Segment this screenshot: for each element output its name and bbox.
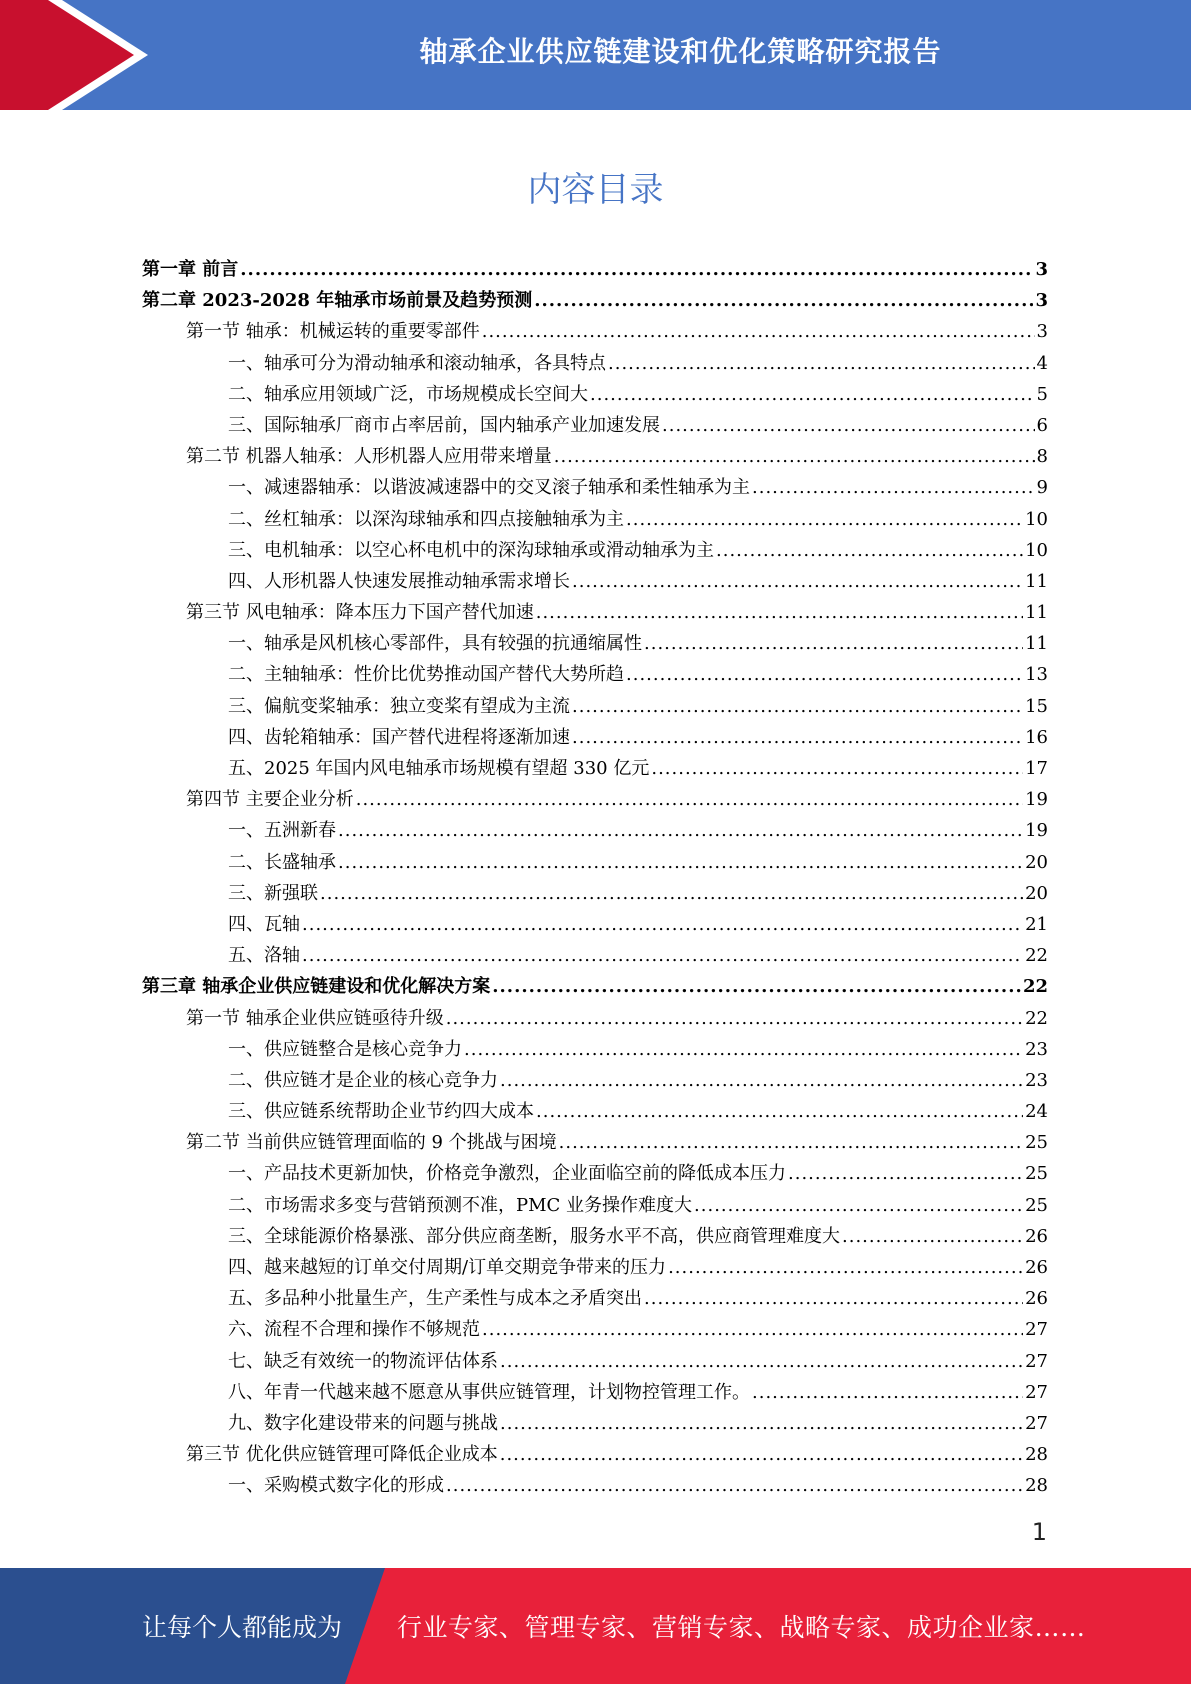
- toc-entry-page: 25: [1025, 1194, 1048, 1216]
- toc-entry[interactable]: [142, 1408, 1048, 1439]
- toc-entry-title: 第一节 轴承企业供应链亟待升级: [186, 1007, 444, 1029]
- toc-dot-leader: [694, 1190, 1023, 1221]
- toc-entry-page: 26: [1025, 1225, 1048, 1247]
- toc-dot-leader: [590, 379, 1035, 410]
- toc-entry[interactable]: [142, 1377, 1048, 1408]
- toc-entry-page: 13: [1025, 664, 1048, 686]
- toc-entry[interactable]: [142, 1221, 1048, 1252]
- toc-entry-title: 二、市场需求多变与营销预测不准，PMC 业务操作难度大: [228, 1194, 693, 1216]
- toc-entry-title: 第一节 轴承：机械运转的重要零部件: [186, 321, 480, 343]
- toc-entry[interactable]: [142, 753, 1048, 784]
- toc-entry-page: 27: [1025, 1412, 1048, 1434]
- toc-entry-page: 25: [1025, 1132, 1048, 1154]
- toc-entry-page: 27: [1025, 1381, 1048, 1403]
- toc-entry-page: 3: [1035, 259, 1048, 280]
- toc-entry-title: 一、五洲新春: [228, 820, 336, 842]
- toc-entry[interactable]: [142, 784, 1048, 815]
- toc-entry-title: 四、人形机器人快速发展推动轴承需求增长: [228, 570, 570, 592]
- toc-entry-page: 22: [1025, 945, 1048, 967]
- toc-dot-leader: [446, 1470, 1023, 1501]
- toc-entry-page: 17: [1025, 758, 1048, 779]
- toc-entry-page: 20: [1025, 882, 1048, 904]
- toc-entry[interactable]: [142, 348, 1048, 379]
- toc-entry-page: 21: [1025, 913, 1048, 935]
- toc-dot-leader: [482, 1314, 1023, 1345]
- toc-dot-leader: [500, 1408, 1023, 1439]
- toc-entry[interactable]: [142, 847, 1048, 878]
- toc-dot-leader: [668, 1252, 1023, 1283]
- toc-entry[interactable]: [142, 1439, 1048, 1470]
- toc-entry-title: 一、轴承可分为滑动轴承和滚动轴承，各具特点: [228, 352, 606, 374]
- toc-entry[interactable]: [142, 1314, 1048, 1345]
- toc-entry-title: 五、2025 年国内风电轴承市场规模有望超 330 亿元: [228, 758, 650, 779]
- toc-dot-leader: [752, 472, 1035, 503]
- toc-entry[interactable]: [142, 878, 1048, 909]
- toc-entry-title: 第三节 风电轴承：降本压力下国产替代加速: [186, 602, 534, 624]
- toc-entry-title: 第三章 轴承企业供应链建设和优化解决方案: [142, 976, 491, 998]
- toc-dot-leader: [651, 753, 1023, 784]
- toc-entry-title: 三、偏航变桨轴承：独立变桨有望成为主流: [228, 695, 570, 717]
- toc-entry[interactable]: [142, 535, 1048, 566]
- toc-entry-page: 4: [1036, 352, 1048, 374]
- toc-entry-page: 3: [1035, 290, 1048, 312]
- toc-entry-title: 第二章 2023-2028 年轴承市场前景及趋势预测: [142, 290, 533, 312]
- toc-dot-leader: [500, 1065, 1023, 1096]
- toc-dot-leader: [464, 1034, 1023, 1065]
- toc-entry[interactable]: [142, 379, 1048, 410]
- toc-dot-leader: [240, 254, 1033, 285]
- toc-entry[interactable]: [142, 1003, 1048, 1034]
- toc-entry-page: 27: [1025, 1319, 1048, 1341]
- toc-entry-title: 一、采购模式数字化的形成: [228, 1475, 444, 1497]
- toc-entry[interactable]: [142, 909, 1048, 940]
- toc-entry-title: 一、减速器轴承：以谐波减速器中的交叉滚子轴承和柔性轴承为主: [228, 477, 750, 499]
- toc-entry[interactable]: [142, 472, 1048, 503]
- toc-entry-page: 10: [1025, 539, 1048, 561]
- page-header: [0, 0, 1191, 110]
- toc-entry[interactable]: [142, 316, 1048, 347]
- toc-entry[interactable]: [142, 691, 1048, 722]
- toc-dot-leader: [356, 784, 1023, 815]
- toc-entry-title: 五、洛轴: [228, 945, 300, 967]
- toc-entry-title: 二、供应链才是企业的核心竞争力: [228, 1069, 498, 1091]
- toc-entry-title: 一、供应链整合是核心竞争力: [228, 1038, 462, 1060]
- toc-entry-page: 3: [1036, 321, 1048, 343]
- toc-dot-leader: [644, 628, 1023, 659]
- toc-entry-title: 三、全球能源价格暴涨、部分供应商垄断，服务水平不高，供应商管理难度大: [228, 1225, 840, 1247]
- toc-entry-page: 22: [1025, 1007, 1048, 1029]
- toc-dot-leader: [716, 535, 1023, 566]
- toc-dot-leader: [302, 940, 1023, 971]
- toc-dot-leader: [554, 441, 1035, 472]
- toc-entry[interactable]: [142, 815, 1048, 846]
- toc-entry-title: 二、丝杠轴承：以深沟球轴承和四点接触轴承为主: [228, 508, 624, 530]
- toc-dot-leader: [608, 348, 1035, 379]
- toc-entry-page: 27: [1025, 1350, 1048, 1372]
- toc-entry[interactable]: [142, 1034, 1048, 1065]
- toc-entry-page: 19: [1025, 789, 1048, 811]
- toc-dot-leader: [492, 971, 1021, 1002]
- toc-dot-leader: [536, 597, 1023, 628]
- toc-entry-title: 一、产品技术更新加快，价格竞争激烈，企业面临空前的降低成本压力: [228, 1163, 786, 1185]
- toc-dot-leader: [572, 691, 1023, 722]
- toc-dot-leader: [482, 316, 1035, 347]
- toc-dot-leader: [320, 878, 1023, 909]
- toc-entry-title: 一、轴承是风机核心零部件，具有较强的抗通缩属性: [228, 633, 642, 655]
- toc-entry-title: 八、年青一代越来越不愿意从事供应链管理，计划物控管理工作。: [228, 1381, 750, 1403]
- toc-entry[interactable]: [142, 1346, 1048, 1377]
- toc-entry-title: 第二节 机器人轴承：人形机器人应用带来增量: [186, 446, 552, 468]
- toc-entry[interactable]: [142, 971, 1048, 1002]
- toc-dot-leader: [536, 1096, 1023, 1127]
- toc-entry[interactable]: [142, 722, 1048, 753]
- page-number: 1: [1031, 1518, 1047, 1546]
- toc-entry[interactable]: [142, 1190, 1048, 1221]
- toc-entry[interactable]: [142, 597, 1048, 628]
- toc-dot-leader: [788, 1158, 1023, 1189]
- toc-entry[interactable]: [142, 1127, 1048, 1158]
- toc-entry-title: 第二节 当前供应链管理面临的 9 个挑战与困境: [186, 1132, 557, 1154]
- toc-entry-page: 15: [1025, 695, 1048, 717]
- toc-entry[interactable]: [142, 1096, 1048, 1127]
- footer-slogan-left: 让每个人都能成为: [142, 1613, 343, 1642]
- toc-entry-title: 第三节 优化供应链管理可降低企业成本: [186, 1444, 498, 1466]
- toc-entry-page: 10: [1025, 508, 1048, 530]
- toc-entry-title: 三、电机轴承：以空心杯电机中的深沟球轴承或滑动轴承为主: [228, 539, 714, 561]
- toc-entry-title: 七、缺乏有效统一的物流评估体系: [228, 1350, 498, 1372]
- toc-dot-leader: [446, 1003, 1023, 1034]
- toc-entry-title: 四、越来越短的订单交付周期/订单交期竞争带来的压力: [228, 1257, 667, 1278]
- toc-entry[interactable]: [142, 628, 1048, 659]
- toc-entry-page: 16: [1025, 726, 1048, 748]
- toc-entry-page: 6: [1036, 414, 1048, 436]
- toc-entry-title: 第一章 前言: [142, 259, 239, 280]
- toc-entry-page: 8: [1036, 446, 1048, 468]
- toc-entry-page: 23: [1025, 1069, 1048, 1091]
- toc-entry-title: 四、齿轮箱轴承：国产替代进程将逐渐加速: [228, 726, 570, 748]
- toc-entry-title: 六、流程不合理和操作不够规范: [228, 1319, 480, 1341]
- toc-entry[interactable]: [142, 659, 1048, 690]
- toc-dot-leader: [338, 847, 1023, 878]
- toc-dot-leader: [534, 285, 1033, 316]
- toc-entry-page: 19: [1025, 820, 1048, 842]
- toc-entry[interactable]: [142, 566, 1048, 597]
- toc-dot-leader: [842, 1221, 1023, 1252]
- toc-dot-leader: [626, 659, 1023, 690]
- toc-entry[interactable]: [142, 940, 1048, 971]
- footer-slogan-right: 行业专家、管理专家、营销专家、战略专家、成功企业家……: [397, 1613, 1086, 1642]
- toc-entry-title: 五、多品种小批量生产，生产柔性与成本之矛盾突出: [228, 1288, 642, 1310]
- report-title: 轴承企业供应链建设和优化策略研究报告: [419, 35, 942, 68]
- toc-dot-leader: [559, 1127, 1023, 1158]
- toc-heading: 内容目录: [527, 170, 664, 210]
- toc-entry[interactable]: [142, 504, 1048, 535]
- toc-entry-page: 11: [1025, 633, 1048, 655]
- toc-entry[interactable]: [142, 254, 1048, 285]
- toc-entry-page: 23: [1025, 1038, 1048, 1060]
- toc-entry[interactable]: [142, 1470, 1048, 1501]
- toc-entry-page: 5: [1036, 383, 1048, 405]
- toc-dot-leader: [752, 1377, 1023, 1408]
- toc-entry[interactable]: [142, 1252, 1048, 1283]
- toc-entry-title: 三、供应链系统帮助企业节约四大成本: [228, 1101, 534, 1123]
- toc-entry-page: 24: [1025, 1101, 1048, 1123]
- toc-entry-page: 25: [1025, 1163, 1048, 1185]
- toc-dot-leader: [302, 909, 1023, 940]
- toc-dot-leader: [572, 566, 1023, 597]
- toc-entry-title: 二、主轴轴承：性价比优势推动国产替代大势所趋: [228, 664, 624, 686]
- toc-entry-title: 二、长盛轴承: [228, 851, 336, 873]
- toc-dot-leader: [338, 815, 1023, 846]
- toc-dot-leader: [500, 1439, 1023, 1470]
- toc-entry-page: 20: [1025, 851, 1048, 873]
- toc-entry-page: 11: [1025, 602, 1048, 624]
- toc-entry-page: 22: [1022, 976, 1048, 998]
- toc-entry-title: 第四节 主要企业分析: [186, 789, 354, 811]
- toc-entry[interactable]: [142, 285, 1048, 316]
- toc-entry-page: 9: [1036, 477, 1048, 499]
- toc-entry-title: 二、轴承应用领域广泛，市场规模成长空间大: [228, 383, 588, 405]
- toc-entry[interactable]: [142, 1065, 1048, 1096]
- toc-dot-leader: [662, 410, 1035, 441]
- toc-entry-page: 11: [1025, 570, 1048, 592]
- toc-entry-title: 三、新强联: [228, 882, 318, 904]
- toc-entry[interactable]: [142, 441, 1048, 472]
- toc-entry-title: 三、国际轴承厂商市占率居前，国内轴承产业加速发展: [228, 414, 660, 436]
- toc-dot-leader: [626, 504, 1023, 535]
- toc-dot-leader: [500, 1346, 1023, 1377]
- toc-entry-title: 九、数字化建设带来的问题与挑战: [228, 1412, 498, 1434]
- toc-entry[interactable]: [142, 1283, 1048, 1314]
- toc-entry[interactable]: [142, 1158, 1048, 1189]
- toc-entry[interactable]: [142, 410, 1048, 441]
- toc-dot-leader: [644, 1283, 1023, 1314]
- toc-dot-leader: [572, 722, 1023, 753]
- page-footer: [0, 1568, 1191, 1684]
- toc-entry-page: 26: [1025, 1257, 1048, 1278]
- table-of-contents: [142, 254, 1048, 1502]
- toc-entry-title: 四、瓦轴: [228, 913, 300, 935]
- toc-entry-page: 28: [1025, 1444, 1048, 1466]
- toc-entry-page: 26: [1025, 1288, 1048, 1310]
- toc-entry-page: 28: [1025, 1475, 1048, 1497]
